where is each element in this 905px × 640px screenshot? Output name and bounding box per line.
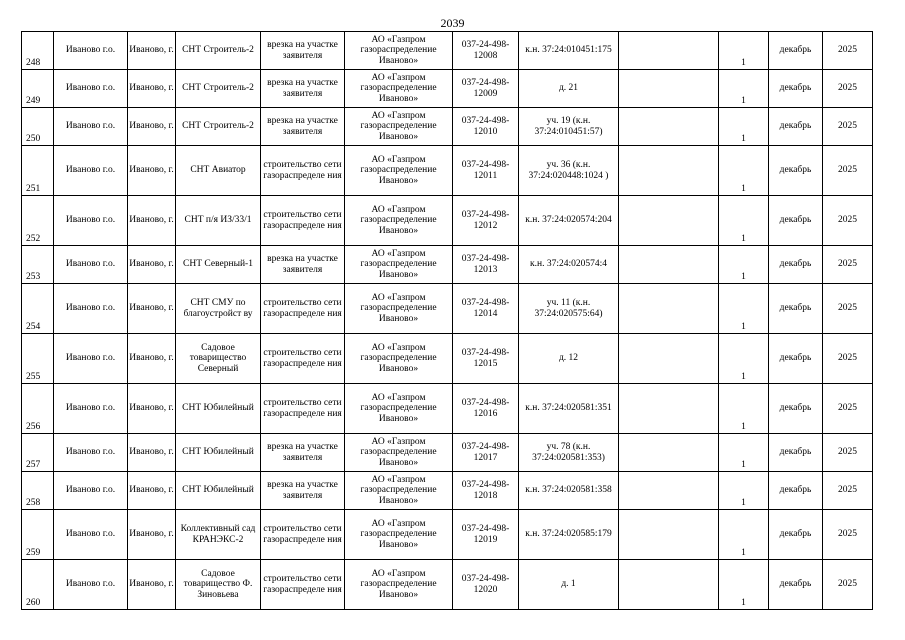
empty-cell (619, 472, 719, 510)
city-cell: Иваново, г. (128, 32, 176, 70)
gas-connection-table (21, 31, 873, 610)
city-cell: Иваново, г. (128, 196, 176, 246)
cadastral-cell: уч. 19 (к.н. 37:24:010451:57) (519, 108, 619, 146)
table-row (22, 434, 873, 472)
year-cell: 2025 (823, 334, 873, 384)
city-cell: Иваново, г. (128, 510, 176, 560)
code-cell: 037-24-498-12010 (453, 108, 519, 146)
quantity-cell: 1 (719, 108, 769, 146)
code-cell: 037-24-498-12019 (453, 510, 519, 560)
district-cell: Иваново г.о. (54, 108, 128, 146)
quantity-cell: 1 (719, 510, 769, 560)
month-cell: декабрь (769, 196, 823, 246)
organization-cell: АО «Газпром газораспределение Иваново» (345, 284, 453, 334)
table-row (22, 334, 873, 384)
empty-cell (619, 196, 719, 246)
empty-cell (619, 334, 719, 384)
district-cell: Иваново г.о. (54, 560, 128, 610)
snt-name-cell: СНТ Строитель-2 (176, 70, 261, 108)
organization-cell: АО «Газпром газораспределение Иваново» (345, 334, 453, 384)
work-type-cell: врезка на участке заявителя (261, 32, 345, 70)
district-cell: Иваново г.о. (54, 384, 128, 434)
work-type-cell: врезка на участке заявителя (261, 246, 345, 284)
empty-cell (619, 284, 719, 334)
table-row (22, 108, 873, 146)
snt-name-cell: СНТ Авиатор (176, 146, 261, 196)
empty-cell (619, 434, 719, 472)
organization-cell: АО «Газпром газораспределение Иваново» (345, 246, 453, 284)
work-type-cell: строительство сети газораспределе ния (261, 146, 345, 196)
quantity-cell: 1 (719, 32, 769, 70)
year-cell: 2025 (823, 510, 873, 560)
code-cell: 037-24-498-12009 (453, 70, 519, 108)
district-cell: Иваново г.о. (54, 284, 128, 334)
organization-cell: АО «Газпром газораспределение Иваново» (345, 472, 453, 510)
district-cell: Иваново г.о. (54, 510, 128, 560)
month-cell: декабрь (769, 32, 823, 70)
row-number: 260 (22, 560, 54, 610)
table-row (22, 284, 873, 334)
city-cell: Иваново, г. (128, 384, 176, 434)
row-number: 253 (22, 246, 54, 284)
year-cell: 2025 (823, 108, 873, 146)
organization-cell: АО «Газпром газораспределение Иваново» (345, 196, 453, 246)
year-cell: 2025 (823, 70, 873, 108)
table-row (22, 32, 873, 70)
city-cell: Иваново, г. (128, 472, 176, 510)
work-type-cell: врезка на участке заявителя (261, 108, 345, 146)
row-number: 255 (22, 334, 54, 384)
table-row (22, 472, 873, 510)
snt-name-cell: СНТ Строитель-2 (176, 32, 261, 70)
code-cell: 037-24-498-12016 (453, 384, 519, 434)
quantity-cell: 1 (719, 284, 769, 334)
row-number: 254 (22, 284, 54, 334)
table-row (22, 246, 873, 284)
code-cell: 037-24-498-12011 (453, 146, 519, 196)
year-cell: 2025 (823, 196, 873, 246)
district-cell: Иваново г.о. (54, 146, 128, 196)
snt-name-cell: СНТ Строитель-2 (176, 108, 261, 146)
month-cell: декабрь (769, 434, 823, 472)
work-type-cell: строительство сети газораспределе ния (261, 510, 345, 560)
month-cell: декабрь (769, 108, 823, 146)
district-cell: Иваново г.о. (54, 246, 128, 284)
month-cell: декабрь (769, 246, 823, 284)
work-type-cell: строительство сети газораспределе ния (261, 560, 345, 610)
cadastral-cell: к.н. 37:24:010451:175 (519, 32, 619, 70)
row-number: 256 (22, 384, 54, 434)
code-cell: 037-24-498-12013 (453, 246, 519, 284)
empty-cell (619, 146, 719, 196)
work-type-cell: врезка на участке заявителя (261, 434, 345, 472)
cadastral-cell: к.н. 37:24:020574:4 (519, 246, 619, 284)
district-cell: Иваново г.о. (54, 472, 128, 510)
table-row (22, 196, 873, 246)
work-type-cell: строительство сети газораспределе ния (261, 284, 345, 334)
quantity-cell: 1 (719, 196, 769, 246)
month-cell: декабрь (769, 70, 823, 108)
city-cell: Иваново, г. (128, 434, 176, 472)
district-cell: Иваново г.о. (54, 70, 128, 108)
code-cell: 037-24-498-12008 (453, 32, 519, 70)
year-cell: 2025 (823, 146, 873, 196)
organization-cell: АО «Газпром газораспределение Иваново» (345, 108, 453, 146)
code-cell: 037-24-498-12018 (453, 472, 519, 510)
snt-name-cell: СНТ Юбилейный (176, 384, 261, 434)
cadastral-cell: к.н. 37:24:020581:351 (519, 384, 619, 434)
quantity-cell: 1 (719, 334, 769, 384)
quantity-cell: 1 (719, 146, 769, 196)
row-number: 248 (22, 32, 54, 70)
snt-name-cell: СНТ СМУ по благоустройст ву (176, 284, 261, 334)
organization-cell: АО «Газпром газораспределение Иваново» (345, 70, 453, 108)
snt-name-cell: СНТ Северный-1 (176, 246, 261, 284)
quantity-cell: 1 (719, 246, 769, 284)
city-cell: Иваново, г. (128, 334, 176, 384)
table-row (22, 510, 873, 560)
year-cell: 2025 (823, 384, 873, 434)
row-number: 259 (22, 510, 54, 560)
table-row (22, 384, 873, 434)
empty-cell (619, 246, 719, 284)
district-cell: Иваново г.о. (54, 196, 128, 246)
year-cell: 2025 (823, 284, 873, 334)
cadastral-cell: к.н. 37:24:020585:179 (519, 510, 619, 560)
row-number: 257 (22, 434, 54, 472)
organization-cell: АО «Газпром газораспределение Иваново» (345, 146, 453, 196)
organization-cell: АО «Газпром газораспределение Иваново» (345, 434, 453, 472)
city-cell: Иваново, г. (128, 70, 176, 108)
snt-name-cell: Садовое товарищество Северный (176, 334, 261, 384)
quantity-cell: 1 (719, 384, 769, 434)
cadastral-cell: д. 1 (519, 560, 619, 610)
cadastral-cell: уч. 11 (к.н. 37:24:020575:64) (519, 284, 619, 334)
year-cell: 2025 (823, 32, 873, 70)
snt-name-cell: Садовое товарищество Ф. Зиновьева (176, 560, 261, 610)
empty-cell (619, 70, 719, 108)
snt-name-cell: СНТ п/я ИЗ/33/1 (176, 196, 261, 246)
year-cell: 2025 (823, 472, 873, 510)
city-cell: Иваново, г. (128, 246, 176, 284)
work-type-cell: строительство сети газораспределе ния (261, 196, 345, 246)
row-number: 249 (22, 70, 54, 108)
snt-name-cell: СНТ Юбилейный (176, 434, 261, 472)
district-cell: Иваново г.о. (54, 334, 128, 384)
year-cell: 2025 (823, 434, 873, 472)
work-type-cell: строительство сети газораспределе ния (261, 334, 345, 384)
row-number: 252 (22, 196, 54, 246)
table-row (22, 560, 873, 610)
work-type-cell: врезка на участке заявителя (261, 70, 345, 108)
cadastral-cell: к.н. 37:24:020581:358 (519, 472, 619, 510)
month-cell: декабрь (769, 510, 823, 560)
district-cell: Иваново г.о. (54, 32, 128, 70)
row-number: 258 (22, 472, 54, 510)
page-number: 2039 (440, 16, 465, 30)
cadastral-cell: уч. 36 (к.н. 37:24:020448:1024 ) (519, 146, 619, 196)
code-cell: 037-24-498-12014 (453, 284, 519, 334)
empty-cell (619, 108, 719, 146)
cadastral-cell: к.н. 37:24:020574:204 (519, 196, 619, 246)
organization-cell: АО «Газпром газораспределение Иваново» (345, 32, 453, 70)
cadastral-cell: д. 21 (519, 70, 619, 108)
table-row (22, 146, 873, 196)
month-cell: декабрь (769, 146, 823, 196)
code-cell: 037-24-498-12012 (453, 196, 519, 246)
organization-cell: АО «Газпром газораспределение Иваново» (345, 560, 453, 610)
month-cell: декабрь (769, 384, 823, 434)
city-cell: Иваново, г. (128, 284, 176, 334)
organization-cell: АО «Газпром газораспределение Иваново» (345, 384, 453, 434)
district-cell: Иваново г.о. (54, 434, 128, 472)
quantity-cell: 1 (719, 434, 769, 472)
work-type-cell: строительство сети газораспределе ния (261, 384, 345, 434)
quantity-cell: 1 (719, 70, 769, 108)
empty-cell (619, 32, 719, 70)
code-cell: 037-24-498-12020 (453, 560, 519, 610)
quantity-cell: 1 (719, 560, 769, 610)
empty-cell (619, 510, 719, 560)
year-cell: 2025 (823, 560, 873, 610)
work-type-cell: врезка на участке заявителя (261, 472, 345, 510)
month-cell: декабрь (769, 284, 823, 334)
empty-cell (619, 560, 719, 610)
month-cell: декабрь (769, 334, 823, 384)
year-cell: 2025 (823, 246, 873, 284)
table-row (22, 70, 873, 108)
month-cell: декабрь (769, 472, 823, 510)
quantity-cell: 1 (719, 472, 769, 510)
city-cell: Иваново, г. (128, 108, 176, 146)
month-cell: декабрь (769, 560, 823, 610)
code-cell: 037-24-498-12015 (453, 334, 519, 384)
row-number: 251 (22, 146, 54, 196)
snt-name-cell: Коллективный сад КРАНЭКС-2 (176, 510, 261, 560)
city-cell: Иваново, г. (128, 146, 176, 196)
city-cell: Иваново, г. (128, 560, 176, 610)
code-cell: 037-24-498-12017 (453, 434, 519, 472)
cadastral-cell: уч. 78 (к.н. 37:24:020581:353) (519, 434, 619, 472)
empty-cell (619, 384, 719, 434)
snt-name-cell: СНТ Юбилейный (176, 472, 261, 510)
row-number: 250 (22, 108, 54, 146)
organization-cell: АО «Газпром газораспределение Иваново» (345, 510, 453, 560)
cadastral-cell: д. 12 (519, 334, 619, 384)
